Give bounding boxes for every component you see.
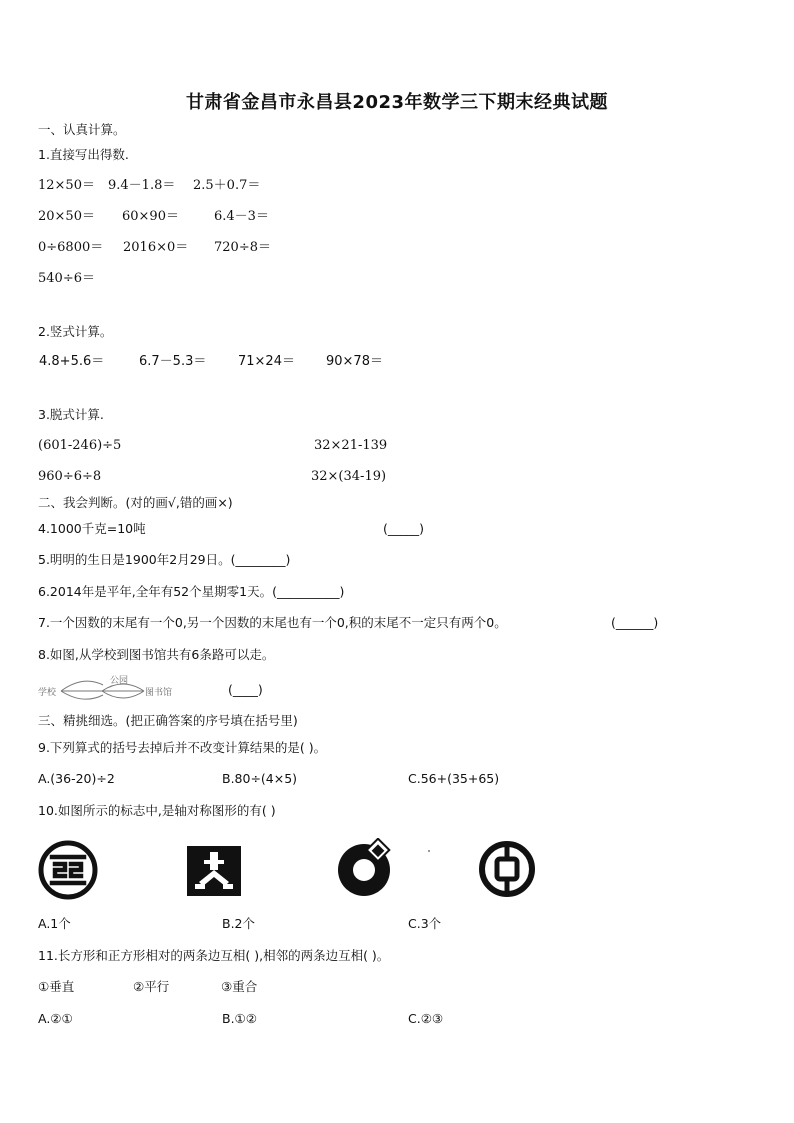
bank-logo-1-icon [38,840,98,900]
question-4: 4.1000千克=10吨 [38,521,146,536]
option-c[interactable]: C.②③ [408,1011,444,1026]
calc-item: 720÷8＝ [214,240,271,255]
vertical-calc-item: 71×24＝ [238,354,295,369]
section-heading-1: 一、认真计算。 [38,122,126,137]
question-10: 10.如图所示的标志中,是轴对称图形的有( ) [38,803,276,818]
calc-item: 540÷6＝ [38,271,95,286]
question-3-label: 3.脱式计算. [38,407,104,422]
route-diagram [38,673,188,707]
option-b[interactable]: B.①② [222,1011,257,1026]
stray-dot [428,850,430,852]
calc-item: 2.5＋0.7＝ [193,178,261,193]
option-a[interactable]: A.(36-20)÷2 [38,771,115,786]
vertical-calc-item: 4.8+5.6＝ [39,354,105,369]
choice-2: ②平行 [133,979,170,994]
step-calc-item: 32×21-139 [314,438,388,453]
choice-3: ③重合 [221,979,258,994]
calc-item: 20×50＝ [38,209,95,224]
question-6: 6.2014年是平年,全年有52个星期零1天。(__________) [38,584,345,599]
step-calc-item: 960÷6÷8 [38,469,102,484]
step-calc-item: 32×(34-19) [311,469,387,484]
answer-blank[interactable]: (____) [228,682,263,697]
option-c[interactable]: C.3个 [408,916,442,931]
question-1-label: 1.直接写出得数. [38,147,129,162]
section-heading-2: 二、我会判断。(对的画√,错的画×) [38,495,233,510]
answer-blank[interactable]: (______) [611,615,659,630]
question-2-label: 2.竖式计算。 [38,324,113,339]
option-b[interactable]: B.80÷(4×5) [222,771,298,786]
calc-item: 2016×0＝ [123,240,189,255]
calc-item: 12×50＝ [38,178,95,193]
question-8: 8.如图,从学校到图书馆共有6条路可以走。 [38,647,275,662]
vertical-calc-item: 6.7－5.3＝ [139,354,207,369]
option-a[interactable]: A.②① [38,1011,73,1026]
calc-item: 9.4－1.8＝ [108,178,176,193]
option-b[interactable]: B.2个 [222,916,256,931]
library-label: 图书馆 [145,688,173,698]
option-a[interactable]: A.1个 [38,916,71,931]
question-11: 11.长方形和正方形相对的两条边互相( ),相邻的两条边互相( )。 [38,948,390,963]
page-title: 甘肃省金昌市永昌县2023年数学三下期末经典试题 [185,92,609,113]
school-label: 学校 [38,688,57,698]
question-5: 5.明明的生日是1900年2月29日。(________) [38,552,291,567]
calc-item: 60×90＝ [122,209,179,224]
step-calc-item: (601-246)÷5 [38,438,122,453]
bank-logo-2-icon [187,846,241,896]
choice-1: ①垂直 [38,979,75,994]
section-heading-3: 三、精挑细选。(把正确答案的序号填在括号里) [38,713,298,728]
question-7: 7.一个因数的末尾有一个0,另一个因数的末尾也有一个0,积的末尾不一定只有两个0。 [38,615,507,630]
option-c[interactable]: C.56+(35+65) [408,771,500,786]
park-label: 公园 [110,676,129,686]
answer-blank[interactable]: (_____) [383,521,425,536]
vertical-calc-item: 90×78＝ [326,354,383,369]
calc-item: 6.4－3＝ [214,209,269,224]
bank-logo-4-icon [478,840,536,898]
bank-logo-3-icon [336,838,396,898]
question-9: 9.下列算式的括号去掉后并不改变计算结果的是( )。 [38,740,327,755]
calc-item: 0÷6800＝ [38,240,104,255]
